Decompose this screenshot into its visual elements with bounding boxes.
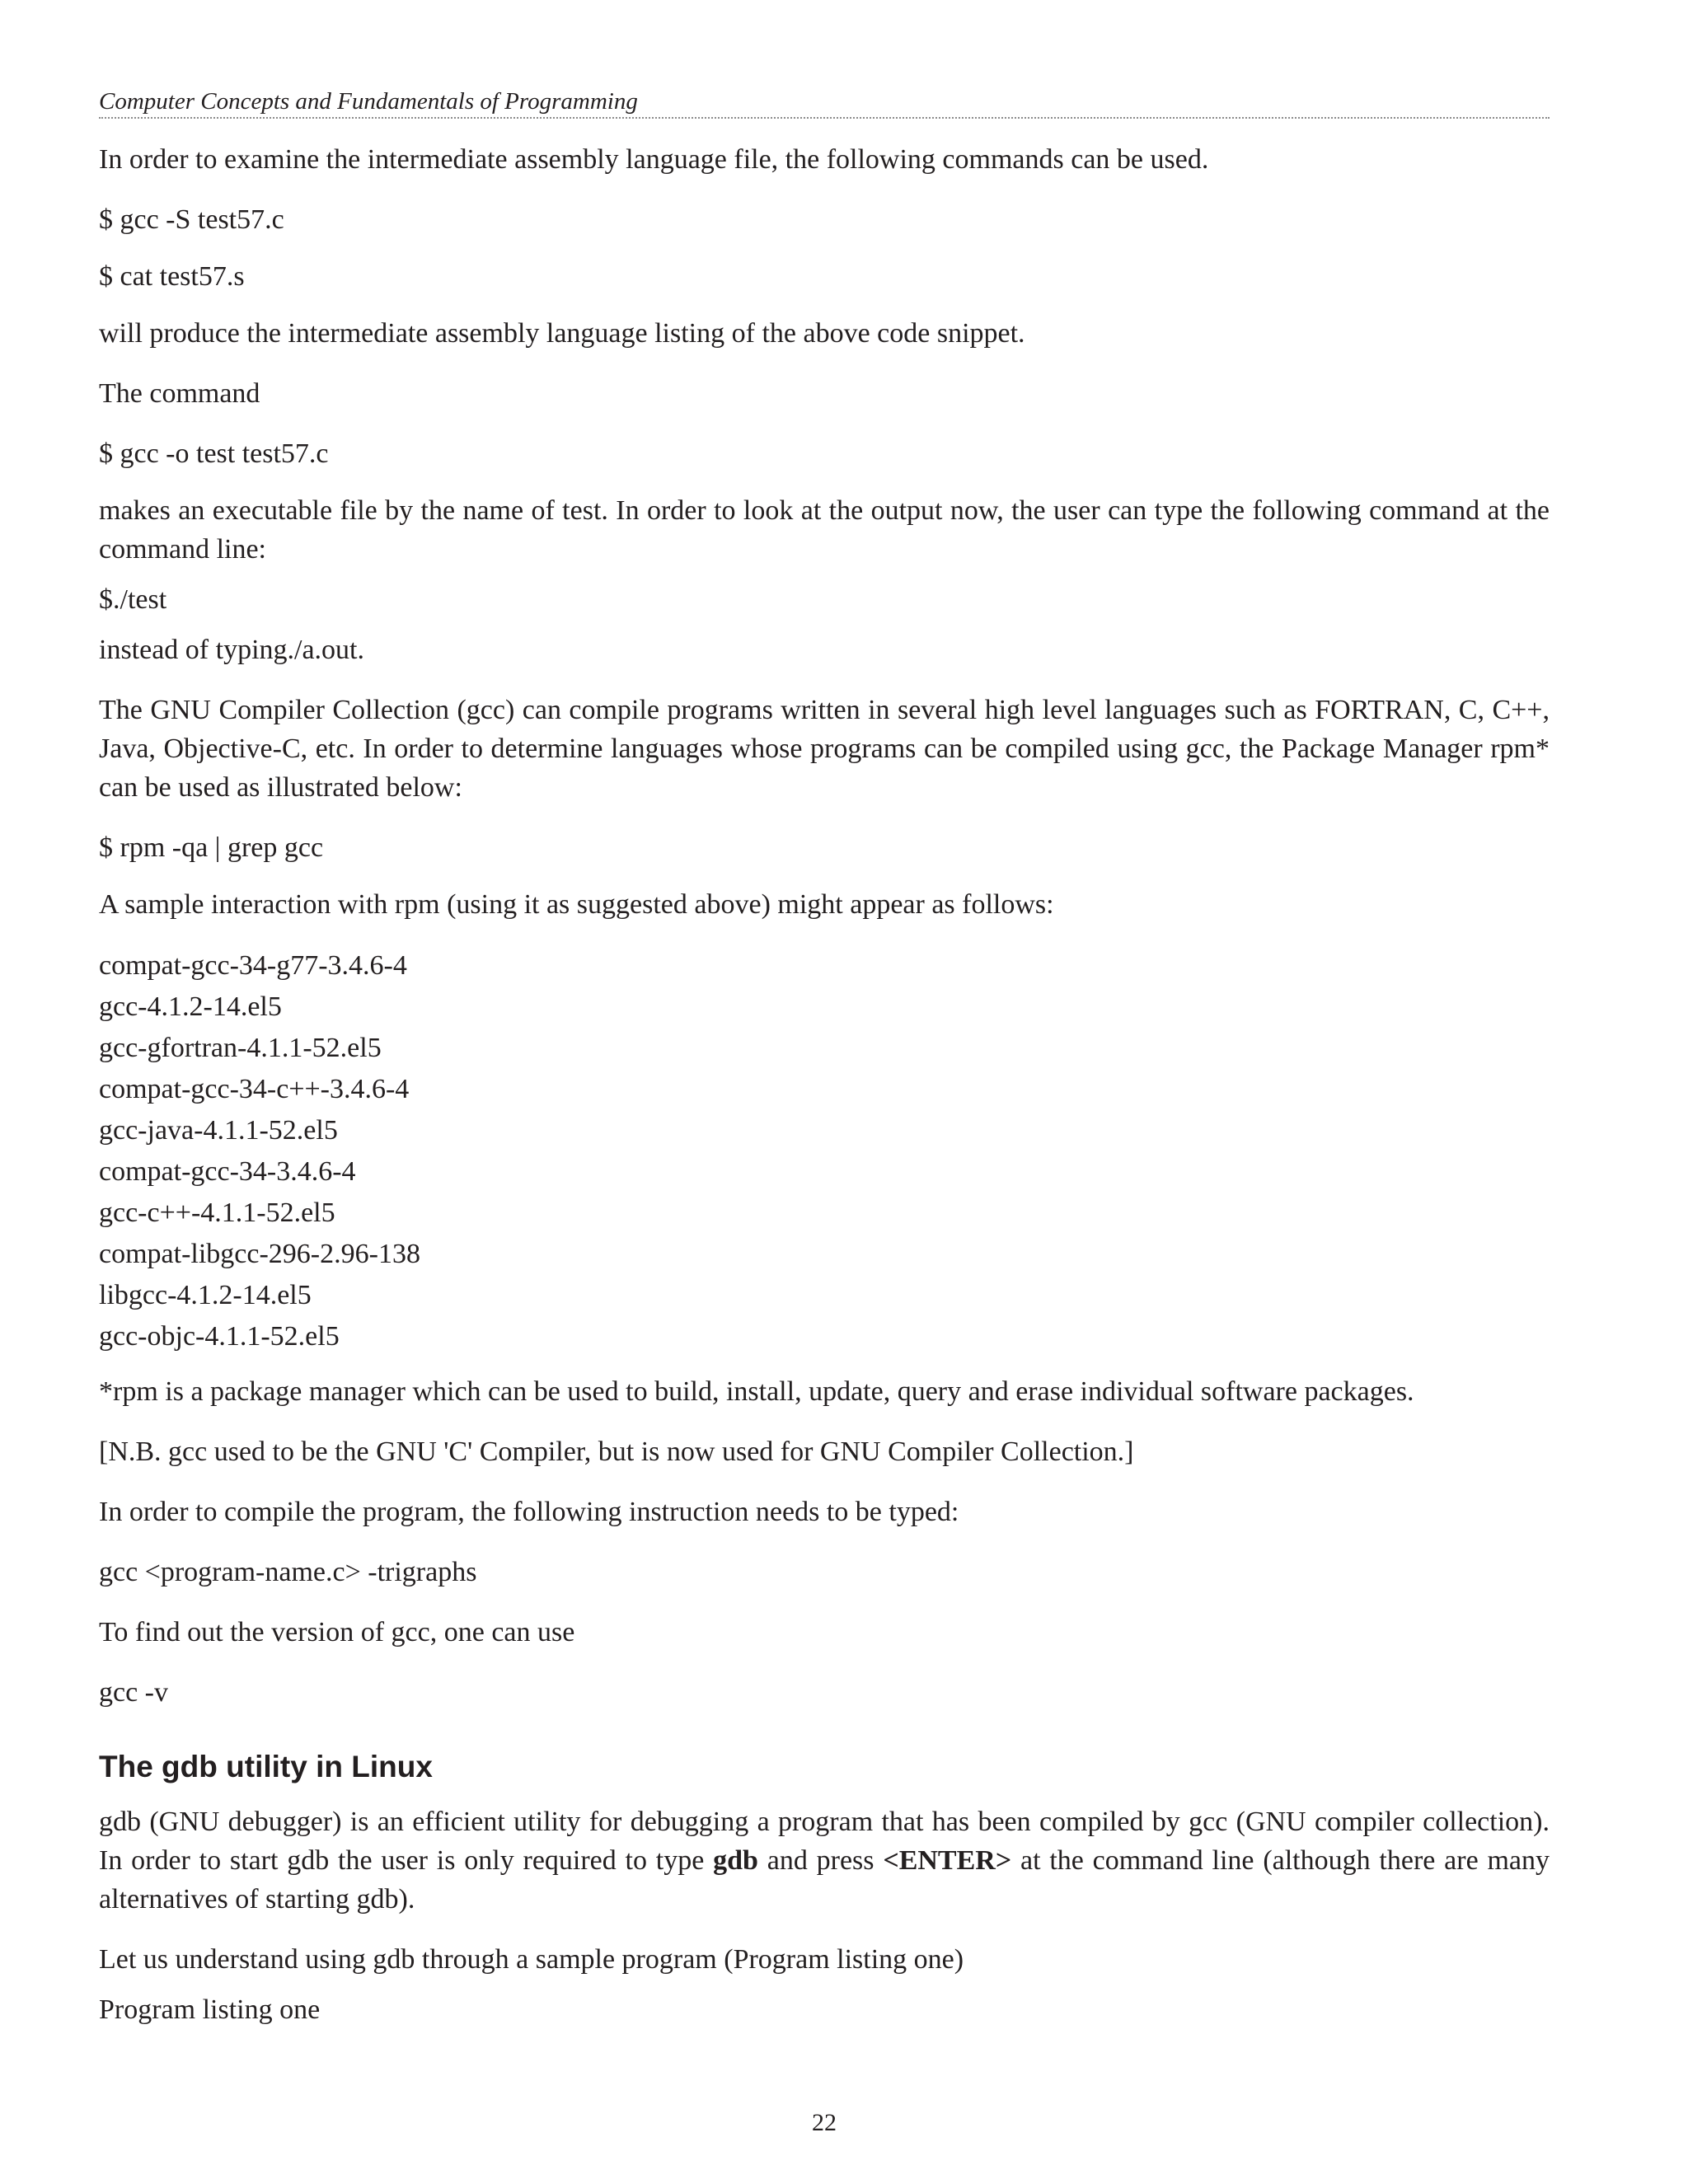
list-item: gcc-gfortran-4.1.1-52.el5 <box>99 1033 382 1063</box>
paragraph: The GNU Compiler Collection (gcc) can compile programs written in several high level languages such as FORTRAN, C, C++, Java, Objective-C, etc. In order to determine languages whose programs can be compiled using gcc, the Package Manager rpm* can be used as illustrated below: <box>99 695 1550 803</box>
bold-text: gdb <box>713 1845 758 1876</box>
section-heading: The gdb utility in Linux <box>99 1750 433 1783</box>
paragraph: In order to compile the program, the following instruction needs to be typed: <box>99 1497 959 1527</box>
paragraph: Program listing one <box>99 1994 321 2025</box>
paragraph: A sample interaction with rpm (using it as suggested above) might appear as follows: <box>99 889 1054 920</box>
command-line: gcc -v <box>99 1677 169 1708</box>
command-line: gcc <program-name.c> -trigraphs <box>99 1557 477 1587</box>
paragraph: In order to examine the intermediate assembly language file, the following commands can be used. <box>99 144 1209 175</box>
list-item: gcc-java-4.1.1-52.el5 <box>99 1115 338 1146</box>
paragraph <box>99 1802 1550 1919</box>
note: [N.B. gcc used to be the GNU 'C' Compiler, but is now used for GNU Compiler Collection.] <box>99 1436 1134 1467</box>
list-item: gcc-c++-4.1.1-52.el5 <box>99 1197 335 1228</box>
list-item: compat-gcc-34-c++-3.4.6-4 <box>99 1074 410 1104</box>
paragraph: makes an executable file by the name of test. In order to look at the output now, the user can type the following command at the command line: <box>99 495 1550 565</box>
list-item: gcc-4.1.2-14.el5 <box>99 991 282 1022</box>
list-item: compat-gcc-34-3.4.6-4 <box>99 1156 356 1187</box>
paragraph: To find out the version of gcc, one can use <box>99 1617 575 1647</box>
list-item: compat-libgcc-296-2.96-138 <box>99 1239 420 1269</box>
text-run: at the command line (although there are many alternatives of starting gdb). <box>99 1845 1550 1915</box>
paragraph: Let us understand using gdb through a sample program (Program listing one) <box>99 1944 964 1975</box>
list-item: gcc-objc-4.1.1-52.el5 <box>99 1321 340 1352</box>
bold-text: <ENTER> <box>883 1845 1012 1876</box>
text-run: and press <box>757 1845 884 1876</box>
command-line: $ gcc -o test test57.c <box>99 438 329 469</box>
command-line: $ cat test57.s <box>99 261 245 292</box>
paragraph: The command <box>99 378 260 409</box>
command-line: $./test <box>99 584 167 615</box>
page-number: 22 <box>812 2109 837 2136</box>
paragraph: will produce the intermediate assembly language listing of the above code snippet. <box>99 318 1025 349</box>
page-content <box>99 140 1550 2050</box>
paragraph: instead of typing./a.out. <box>99 635 365 665</box>
list-item: compat-gcc-34-g77-3.4.6-4 <box>99 950 407 981</box>
running-header: Computer Concepts and Fundamentals of Programming <box>99 86 1550 119</box>
footnote: *rpm is a package manager which can be used to build, install, update, query and erase individual software packages. <box>99 1376 1414 1407</box>
rpm-output-list <box>99 945 1550 1357</box>
document-page <box>99 0 1550 2184</box>
text-run: gdb (GNU debugger) is an efficient utility for debugging a program that has been compiled by gcc (GNU compiler collection). In order to start gdb the user is only required to type <box>99 1807 1550 1876</box>
list-item: libgcc-4.1.2-14.el5 <box>99 1280 312 1310</box>
command-line: $ rpm -qa | grep gcc <box>99 832 324 863</box>
command-line: $ gcc -S test57.c <box>99 204 284 235</box>
